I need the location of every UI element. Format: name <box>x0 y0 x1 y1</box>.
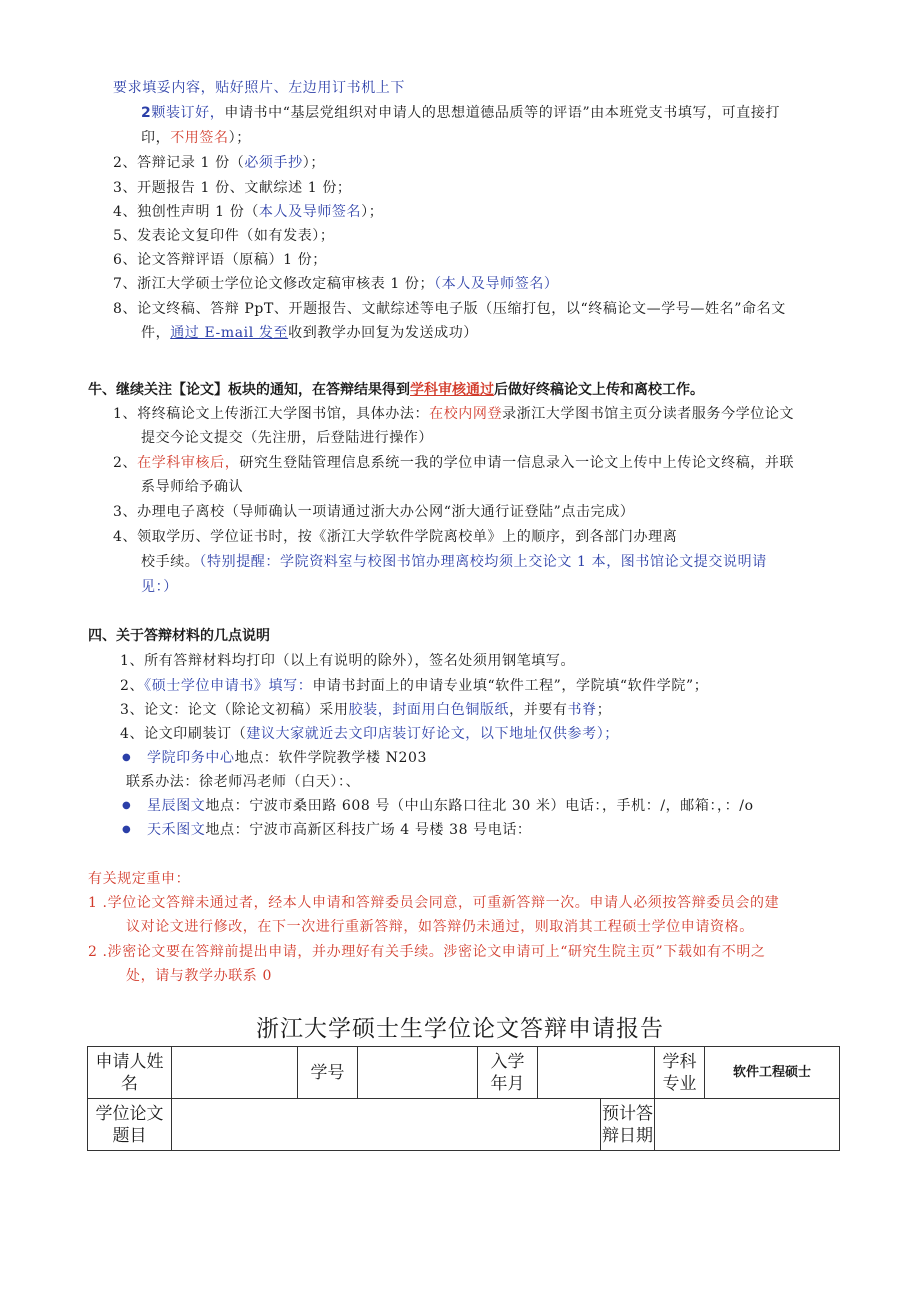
print-center-1 <box>147 749 427 767</box>
sec1-item2-c: ）； <box>302 155 325 171</box>
major-label-1: 学科 <box>662 1051 697 1072</box>
sec3-item3 <box>120 701 611 719</box>
sec1-item4 <box>113 203 383 221</box>
sec1-line3-a: 印， <box>141 130 171 146</box>
sec1-line2-text: 申请书中“基层党组织对申请人的思想道德品质等的评语”由本班党支书填写，可直接打 <box>224 105 781 121</box>
bullet-icon: ● <box>122 824 131 835</box>
sec2-item1-a: 1、将终稿论文上传浙江大学图书馆，具体办法： <box>113 406 430 422</box>
application-form-table <box>87 1046 840 1151</box>
sec3-item3-e: ； <box>596 702 612 718</box>
sec2-item4-line3: 见：） <box>141 579 178 595</box>
sec2-heading <box>88 381 704 399</box>
sec1-item4-blue: 本人及导师签名 <box>258 204 362 220</box>
sec2-item4-line2 <box>141 553 767 571</box>
print-center-1-addr: 地点：软件学院教学楼 N203 <box>234 750 428 766</box>
print-center-3 <box>147 821 532 839</box>
sec1-item2 <box>113 154 325 172</box>
sec4-heading: 有关规定重申： <box>88 871 191 887</box>
applicant-name-label-2: 名 <box>121 1073 138 1094</box>
sec1-item7-blue: （本人及导师签名） <box>434 276 559 292</box>
applicant-name-label <box>88 1047 172 1099</box>
sec1-item8-line1: 8、论文终稿、答辩 PpT、开题报告、文献综述等电子版（压缩打包，以“终稿论文—学号—姓名”命名文 <box>113 301 786 317</box>
sec1-item2-blue: 必须手抄 <box>244 155 303 171</box>
print-center-3-name: 天禾图文 <box>147 822 206 838</box>
sec3-item1: 1、所有答辩材料均打印（以上有说明的除外），签名处须用钢笔填写。 <box>120 653 576 669</box>
student-id-field[interactable] <box>358 1047 478 1099</box>
defense-date-label <box>601 1099 655 1151</box>
sec3-item2-c: 申请书封面上的申请专业填“软件工程”，学院填“软件学院”； <box>312 678 709 694</box>
sec1-item3: 3、开题报告 1 份、文献综述 1 份； <box>113 180 352 196</box>
thesis-title-label-2: 题目 <box>112 1125 147 1146</box>
sec1-item2-a: 2、答辩记录 1 份（ <box>113 155 245 171</box>
sec1-item4-c: ）； <box>361 204 384 220</box>
enrollment-field[interactable] <box>538 1047 655 1099</box>
defense-date-label-2: 辩日期 <box>602 1125 653 1146</box>
sec2-item2-line1 <box>113 454 794 472</box>
sec4-rule1-line2: 议对论文进行修改，在下一次进行重新答辩，如答辩仍未通过，则取消其工程硕士学位申请资格。 <box>126 919 754 935</box>
sec3-item4-a: 4、论文印刷装订（ <box>120 726 247 742</box>
sec2-item1-red: 在校内网登 <box>429 406 503 422</box>
sec2-item3: 3、办理电子离校（导师确认一项请通过浙大办公网“浙大通行证登陆”点击完成） <box>113 504 635 520</box>
form-title: 浙江大学硕士生学位论文答辩申请报告 <box>256 1016 664 1042</box>
applicant-name-label-1: 申请人姓 <box>95 1051 164 1072</box>
sec2-item4-b: 校手续。 <box>141 554 200 570</box>
enrollment-label-2: 年月 <box>490 1073 525 1094</box>
sec3-item4-blue: 建议大家就近去文印店装订好论文，以下地址仅供参考）； <box>246 726 619 742</box>
sec1-line3 <box>141 129 251 147</box>
defense-date-field[interactable] <box>655 1099 840 1151</box>
enrollment-label-1: 入学 <box>490 1051 525 1072</box>
sec1-item7 <box>113 275 559 293</box>
sec1-line2-blue: 颗装订好， <box>151 105 225 121</box>
sec2-item1-line1 <box>113 405 794 423</box>
major-label <box>655 1047 705 1099</box>
bullet-icon: ● <box>122 752 131 763</box>
sec1-line2-num: 2 <box>141 105 152 121</box>
sec2-heading-c: 后做好终稿论文上传和离校工作。 <box>494 382 704 398</box>
print-center-1-name: 学院印务中心 <box>147 750 235 766</box>
sec2-item2-red: 在学科审核后， <box>137 455 240 471</box>
print-center-2-addr: 地点：宁波市桑田路 608 号（中山东路口往北 30 米）电话：，手机：/，邮箱：，：/o <box>205 798 754 814</box>
print-center-2 <box>147 797 754 815</box>
print-center-2-name: 星辰图文 <box>147 798 206 814</box>
sec3-item2-blue: 《硕士学位申请书》填写： <box>144 678 313 694</box>
major-value: 软件工程硕士 <box>705 1047 840 1099</box>
sec3-item3-c: ，并要有 <box>509 702 568 718</box>
sec1-line3-c: ）； <box>228 130 251 146</box>
sec2-item1-line2: 提交今论文提交（先注册，后登陆进行操作） <box>141 430 433 446</box>
sec1-line2 <box>141 104 780 122</box>
sec4-rule1-line1: 1 .学位论文答辩未通过者，经本人申请和答辩委员会同意，可重新答辩一次。申请人必须按答辩委员会的建 <box>88 895 780 911</box>
print-center-1-contact: 联系办法：徐老师冯老师（白天）：、 <box>126 774 361 790</box>
sec1-line1: 要求填妥内容，贴好照片、左边用订书机上下 <box>113 80 405 96</box>
sec2-item1-c: 录浙江大学图书馆主页分读者服务今学位论文 <box>502 406 795 422</box>
sec3-item3-a: 3、论文：论文（除论文初稿）采用 <box>120 702 349 718</box>
defense-date-label-1: 预计答 <box>602 1103 653 1124</box>
sec3-item4 <box>120 725 619 743</box>
sec1-item8-d: 收到教学办回复为发送成功） <box>288 325 478 341</box>
sec2-heading-red: 学科审核通过 <box>410 382 494 398</box>
major-label-2: 专业 <box>662 1073 697 1094</box>
sec2-item2-line2: 系导师给予确认 <box>141 479 244 495</box>
applicant-name-field[interactable] <box>172 1047 298 1099</box>
thesis-title-label <box>88 1099 172 1151</box>
sec4-rule2-line1: 2 .涉密论文要在答辩前提出申请，并办理好有关手续。涉密论文申请可上“研究生院主页”下载如有不明之 <box>88 944 766 960</box>
sec3-item3-blue1: 胶装，封面用白色铜版纸 <box>348 702 510 718</box>
sec2-item2-a: 2、 <box>113 455 138 471</box>
sec3-heading: 四、关于答辩材料的几点说明 <box>88 628 270 644</box>
thesis-title-label-1: 学位论文 <box>95 1103 164 1124</box>
sec2-heading-a: 牛、继续关注【论文】板块的通知，在答辩结果得到 <box>88 382 410 398</box>
sec3-item2-a: 2、 <box>120 678 145 694</box>
print-center-3-addr: 地点：宁波市高新区科技广场 4 号楼 38 号电话： <box>205 822 532 838</box>
sec2-item2-c: 研究生登陆管理信息系统一我的学位申请一信息录入一论文上传中上传论文终稿，并联 <box>239 455 795 471</box>
sec1-item7-a: 7、浙江大学硕士学位论文修改定稿审核表 1 份； <box>113 276 435 292</box>
sec3-item2 <box>120 677 708 695</box>
sec1-item6: 6、论文答辩评语（原稿）1 份； <box>113 252 327 268</box>
sec1-item8-b: 件， <box>141 325 171 341</box>
email-link[interactable]: 通过 E-mail 发至 <box>170 325 289 341</box>
student-id-label: 学号 <box>298 1047 358 1099</box>
sec2-item4-line1: 4、领取学历、学位证书时，按《浙江大学软件学院离校单》上的顺序，到各部门办理离 <box>113 529 678 545</box>
bullet-icon: ● <box>122 800 131 811</box>
sec4-rule2-line2: 处，请与教学办联系 0 <box>126 968 272 984</box>
sec1-item5: 5、发表论文复印件（如有发表）； <box>113 228 335 244</box>
sec3-item3-blue2: 书脊 <box>567 702 597 718</box>
sec1-item4-a: 4、独创性声明 1 份（ <box>113 204 259 220</box>
sec1-item8-line2 <box>141 324 478 342</box>
enrollment-label <box>478 1047 538 1099</box>
sec2-item4-blue: （特别提醒：学院资料室与校图书馆办理离校均须上交论文 1 本，图书馆论文提交说明请 <box>199 554 767 570</box>
thesis-title-field[interactable] <box>172 1099 601 1151</box>
sec1-line3-red: 不用签名 <box>170 130 229 146</box>
